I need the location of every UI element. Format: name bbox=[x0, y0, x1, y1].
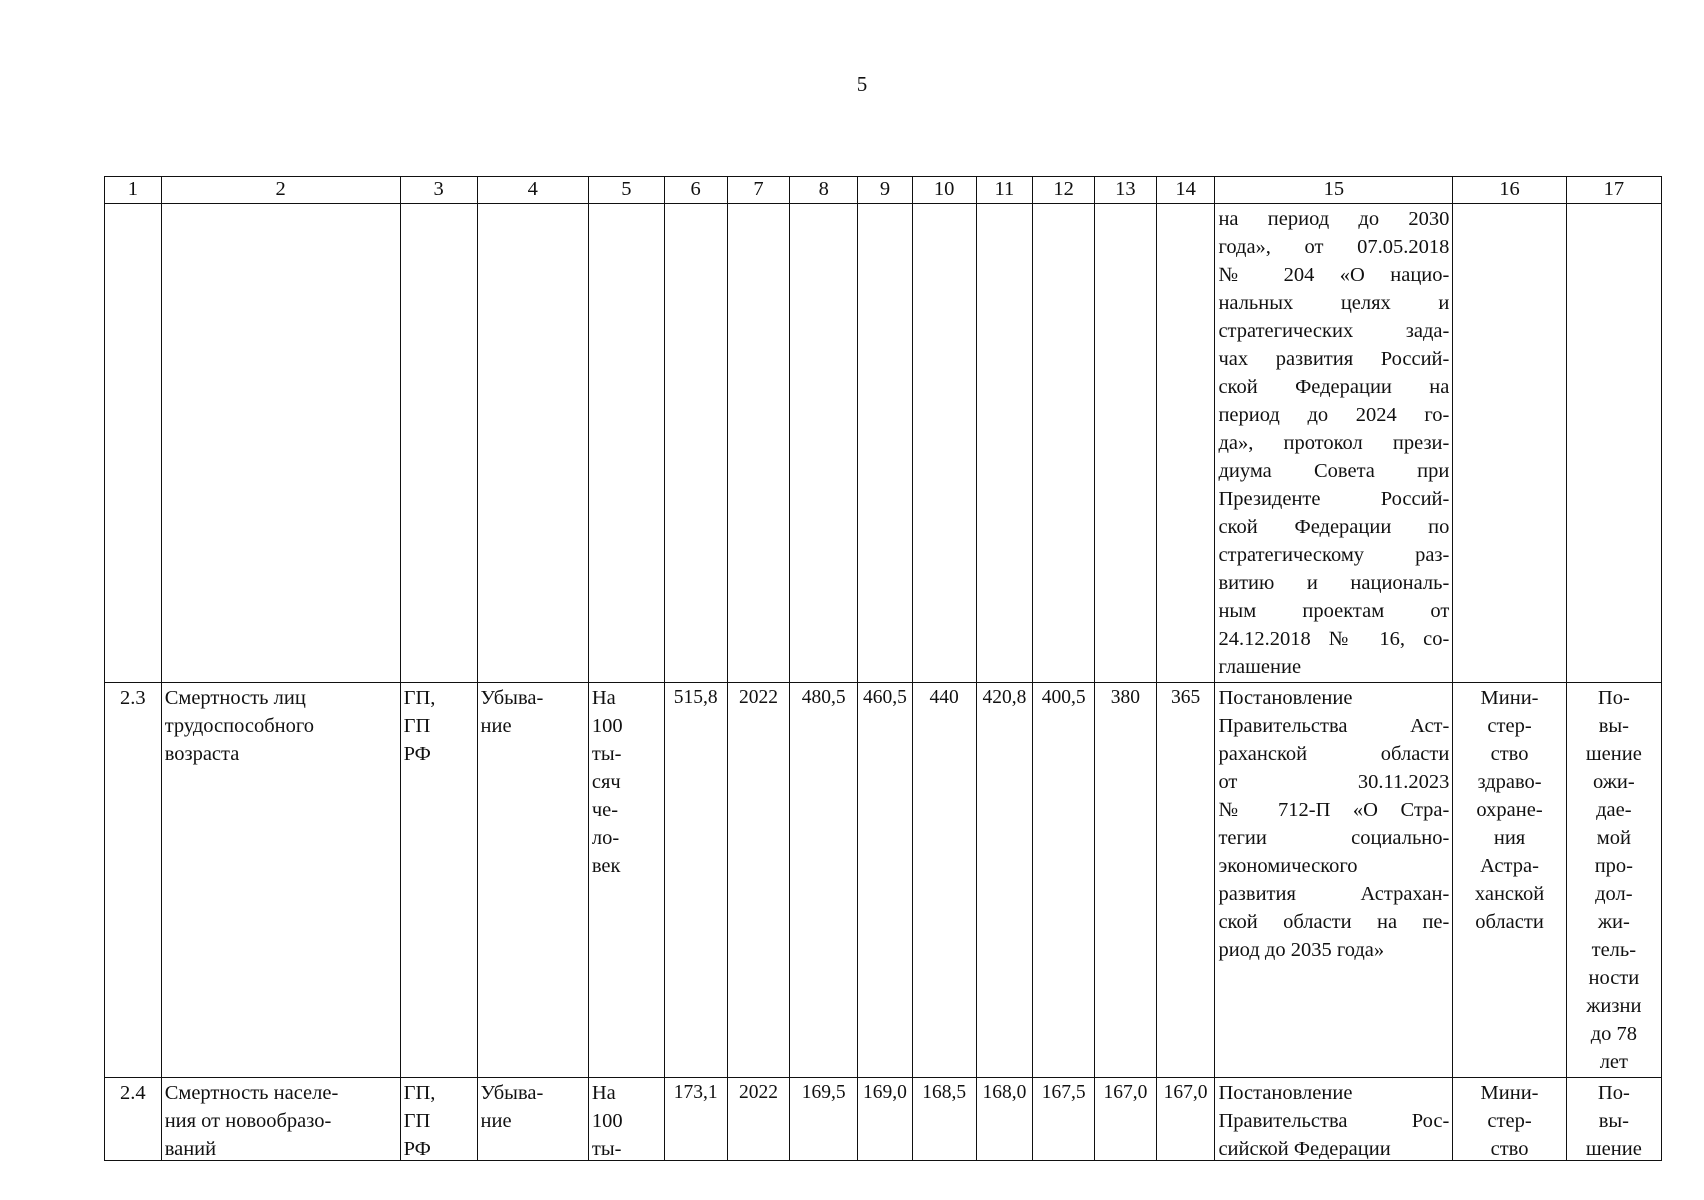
text-line: ГП bbox=[403, 1110, 431, 1132]
text-line: Смертность населе- bbox=[164, 1082, 339, 1104]
unit-cell bbox=[588, 683, 664, 1078]
value-cell: 168,5 bbox=[912, 1078, 976, 1161]
text-line: № 712-П «О Стра- bbox=[1218, 799, 1450, 821]
text-line: ты- bbox=[591, 1138, 622, 1159]
row-number: 2.3 bbox=[105, 683, 162, 1078]
goal-cell bbox=[1566, 1078, 1661, 1161]
text-line: стратегическому раз- bbox=[1218, 544, 1450, 566]
text-line: стер- bbox=[1487, 1110, 1532, 1132]
value-cell: 380 bbox=[1095, 683, 1157, 1078]
source-cell bbox=[400, 683, 477, 1078]
text-line: че- bbox=[591, 799, 619, 821]
text-line: риод до 2035 года» bbox=[1218, 939, 1385, 961]
header-cell: 9 bbox=[858, 177, 913, 204]
text-line: На bbox=[591, 1082, 616, 1104]
document-cell bbox=[1215, 683, 1453, 1078]
value-cell: 420,8 bbox=[976, 683, 1033, 1078]
header-cell: 4 bbox=[477, 177, 588, 204]
base-value: 515,8 bbox=[664, 683, 727, 1078]
text-line: про- bbox=[1594, 855, 1634, 877]
header-cell: 1 bbox=[105, 177, 162, 204]
text-line: Мини- bbox=[1480, 687, 1539, 709]
value-cell: 167,0 bbox=[1156, 1078, 1215, 1161]
text-line: ской Федерации по bbox=[1218, 516, 1450, 538]
text-line: да», протокол прези- bbox=[1218, 432, 1450, 454]
text-line: 24.12.2018 № 16, со- bbox=[1218, 628, 1450, 650]
text-line: Президенте Россий- bbox=[1218, 488, 1450, 510]
text-line: Правительства Рос- bbox=[1218, 1110, 1450, 1132]
text-line: лет bbox=[1599, 1051, 1628, 1073]
text-line: ханской bbox=[1474, 883, 1545, 905]
text-line: век bbox=[591, 855, 621, 877]
text-line: Убыва- bbox=[480, 1082, 544, 1104]
header-cell: 13 bbox=[1095, 177, 1157, 204]
text-line: сийской Федерации bbox=[1218, 1138, 1391, 1159]
text-line: 100 bbox=[591, 1110, 623, 1132]
text-line: шение bbox=[1585, 1138, 1642, 1159]
text-line: нальных целях и bbox=[1218, 292, 1450, 314]
source-cell bbox=[400, 1078, 477, 1161]
text-line: ской Федерации на bbox=[1218, 376, 1450, 398]
text-line: Убыва- bbox=[480, 687, 544, 709]
text-line: тегии социально- bbox=[1218, 827, 1450, 849]
text-line: Смертность лиц bbox=[164, 687, 306, 709]
indicator-name bbox=[161, 1078, 400, 1161]
text-line: витию и националь- bbox=[1218, 572, 1450, 594]
text-line: ным проектам от bbox=[1218, 600, 1450, 622]
text-line: возраста bbox=[164, 743, 240, 765]
text-line: диума Совета при bbox=[1218, 460, 1450, 482]
text-line: На bbox=[591, 687, 616, 709]
text-line: ние bbox=[480, 1110, 512, 1132]
header-cell: 17 bbox=[1566, 177, 1661, 204]
header-cell: 11 bbox=[976, 177, 1033, 204]
value-cell: 480,5 bbox=[790, 683, 858, 1078]
text-line: ской области на пе- bbox=[1218, 911, 1450, 933]
text-line: ния от новообразо- bbox=[164, 1110, 332, 1132]
text-line: сяч bbox=[591, 771, 621, 793]
trend-cell bbox=[477, 1078, 588, 1161]
text-line: Мини- bbox=[1480, 1082, 1539, 1104]
goal-cell bbox=[1566, 683, 1661, 1078]
indicator-name bbox=[161, 683, 400, 1078]
text-line: до 78 bbox=[1590, 1023, 1638, 1045]
value-cell: 168,0 bbox=[976, 1078, 1033, 1161]
header-cell: 10 bbox=[912, 177, 976, 204]
header-cell: 15 bbox=[1215, 177, 1453, 204]
text-line: на период до 2030 bbox=[1218, 208, 1450, 230]
text-line: По- bbox=[1597, 687, 1630, 709]
header-cell: 16 bbox=[1453, 177, 1566, 204]
value-cell: 440 bbox=[912, 683, 976, 1078]
text-line: ожи- bbox=[1593, 771, 1635, 793]
text-line: ние bbox=[480, 715, 512, 737]
base-year: 2022 bbox=[727, 1078, 790, 1161]
text-line: ГП, bbox=[403, 687, 436, 709]
text-line: глашение bbox=[1218, 656, 1302, 678]
header-cell: 14 bbox=[1156, 177, 1215, 204]
document-cell bbox=[1215, 1078, 1453, 1161]
responsible-cell bbox=[1453, 683, 1566, 1078]
text-line: РФ bbox=[403, 1138, 431, 1159]
header-cell: 7 bbox=[727, 177, 790, 204]
text-line: Правительства Аст- bbox=[1218, 715, 1450, 737]
indicators-table bbox=[104, 176, 1662, 1161]
text-line: охране- bbox=[1476, 799, 1543, 821]
text-line: стратегических зада- bbox=[1218, 320, 1450, 342]
value-cell: 365 bbox=[1156, 683, 1215, 1078]
text-line: РФ bbox=[403, 743, 431, 765]
text-line: чах развития Россий- bbox=[1218, 348, 1450, 370]
table-row bbox=[105, 683, 1662, 1078]
base-year: 2022 bbox=[727, 683, 790, 1078]
text-line: ты- bbox=[591, 743, 622, 765]
text-line: дае- bbox=[1596, 799, 1632, 821]
text-line: области bbox=[1475, 911, 1544, 933]
text-line: года», от 07.05.2018 bbox=[1218, 236, 1450, 258]
text-line: вы- bbox=[1598, 715, 1629, 737]
value-cell: 167,5 bbox=[1033, 1078, 1095, 1161]
text-line: Астра- bbox=[1480, 855, 1539, 877]
text-line: ния bbox=[1493, 827, 1526, 849]
text-line: жи- bbox=[1597, 911, 1630, 933]
text-line: шение bbox=[1585, 743, 1642, 765]
text-line: период до 2024 го- bbox=[1218, 404, 1450, 426]
text-line: По- bbox=[1597, 1082, 1630, 1104]
text-line: 100 bbox=[591, 715, 623, 737]
text-line: трудоспособного bbox=[164, 715, 315, 737]
header-cell: 3 bbox=[400, 177, 477, 204]
text-line: дол- bbox=[1595, 883, 1633, 905]
text-line: ло- bbox=[591, 827, 620, 849]
value-cell: 169,5 bbox=[790, 1078, 858, 1161]
table-row bbox=[105, 1078, 1662, 1161]
header-cell: 12 bbox=[1033, 177, 1095, 204]
table-row-continuation bbox=[105, 204, 1662, 683]
trend-cell bbox=[477, 683, 588, 1078]
responsible-cell bbox=[1453, 1078, 1566, 1161]
continuation-document-text bbox=[1218, 205, 1449, 681]
text-line: ГП, bbox=[403, 1082, 436, 1104]
header-row bbox=[105, 177, 1662, 204]
page-number: 5 bbox=[856, 72, 868, 96]
value-cell: 169,0 bbox=[858, 1078, 913, 1161]
unit-cell bbox=[588, 1078, 664, 1161]
value-cell: 167,0 bbox=[1095, 1078, 1157, 1161]
text-line: жизни bbox=[1586, 995, 1642, 1017]
text-line: ство bbox=[1490, 743, 1529, 765]
text-line: мой bbox=[1596, 827, 1631, 849]
row-number: 2.4 bbox=[105, 1078, 162, 1161]
text-line: ности bbox=[1588, 967, 1640, 989]
value-cell: 460,5 bbox=[858, 683, 913, 1078]
text-line: ваний bbox=[164, 1138, 217, 1159]
text-line: Постановление bbox=[1218, 687, 1353, 709]
value-cell: 400,5 bbox=[1033, 683, 1095, 1078]
text-line: развития Астрахан- bbox=[1218, 883, 1450, 905]
header-cell: 6 bbox=[664, 177, 727, 204]
header-cell: 8 bbox=[790, 177, 858, 204]
text-line: здраво- bbox=[1477, 771, 1542, 793]
text-line: вы- bbox=[1598, 1110, 1629, 1132]
text-line: тель- bbox=[1591, 939, 1637, 961]
text-line: стер- bbox=[1487, 715, 1532, 737]
text-line: ГП bbox=[403, 715, 431, 737]
base-value: 173,1 bbox=[664, 1078, 727, 1161]
header-cell: 5 bbox=[588, 177, 664, 204]
text-line: экономического bbox=[1218, 855, 1358, 877]
text-line: раханской области bbox=[1218, 743, 1450, 765]
text-line: Постановление bbox=[1218, 1082, 1353, 1104]
header-cell: 2 bbox=[161, 177, 400, 204]
text-line: ство bbox=[1490, 1138, 1529, 1159]
text-line: от 30.11.2023 bbox=[1218, 771, 1450, 793]
continuation-document-cell bbox=[1215, 204, 1453, 683]
text-line: № 204 «О нацио- bbox=[1218, 264, 1450, 286]
